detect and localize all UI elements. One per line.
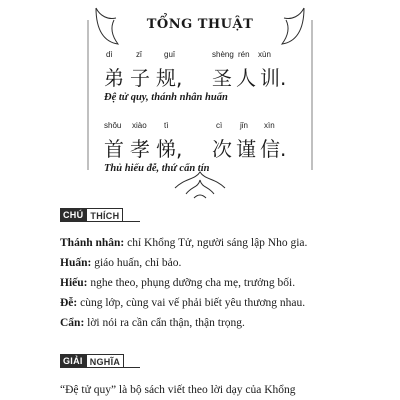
pinyin: shèng [212,50,234,59]
note-text: giáo huấn, chỉ bảo. [91,257,182,269]
pinyin: rén [238,50,250,59]
note-term: Hiếu: [60,277,88,289]
label-part-light: NGHĨA [86,354,125,368]
hanzi: 人 [236,66,256,90]
pinyin: xìn [264,121,275,130]
verse-line-1 [104,50,314,90]
hanzi: 子 [130,66,150,90]
hanzi: 谨 [236,137,256,161]
note-term: Cẩn: [60,317,85,329]
section-title: TỔNG THUẬT [146,17,254,32]
chu-thich-label [60,208,123,222]
pinyin: zǐ [136,50,142,59]
pinyin: shǒu [104,121,122,130]
hanzi: 规, [156,66,183,90]
hanzi: 孝 [130,137,150,161]
note-term: Huấn: [60,257,92,269]
notes-list [60,233,390,333]
note-item [60,233,390,253]
giai-nghia-label [60,354,124,368]
note-text: chỉ Khổng Tử, người sáng lập Nho gia. [124,237,308,249]
note-item [60,293,390,313]
hanzi-row [104,62,314,90]
pinyin-row [104,50,314,62]
hanzi: 悌, [156,137,183,161]
note-text: nghe theo, phụng dưỡng cha mẹ, trưởng bối. [87,277,296,289]
hanzi-row [104,133,314,161]
hanzi: 训. [260,66,287,90]
pinyin: guī [164,50,176,59]
note-item [60,253,390,273]
hanzi: 首 [104,137,124,161]
verse-line-2 [104,121,314,161]
body-paragraph: “Đệ tử quy” là bộ sách viết theo lời dạy của Khổng [60,384,296,396]
label-part-light: THÍCH [86,208,123,222]
pinyin: dì [106,50,113,59]
pinyin: xiào [132,121,147,130]
verse-translation-1: Đệ tử quy, thánh nhân huấn [104,92,228,103]
note-item [60,273,390,293]
label-part-dark: CHÚ [60,208,86,222]
pinyin: xùn [258,50,271,59]
label-underline [60,367,140,368]
verse-translation-2: Thủ hiếu đễ, thứ cẩn tín [104,163,210,174]
note-item [60,313,390,333]
pinyin: jǐn [240,121,249,130]
note-text: lời nói ra cần cẩn thận, thận trọng. [84,317,245,329]
pinyin: cì [216,121,223,130]
pinyin: tì [164,121,169,130]
note-term: Thánh nhân: [60,237,125,249]
hanzi: 次 [212,137,232,161]
note-text: cùng lớp, cùng vai vế phải biết yêu thương nhau. [77,297,306,309]
label-underline [60,221,140,222]
label-part-dark: GIẢI [60,354,86,368]
hanzi: 信. [260,137,287,161]
pinyin-row [104,121,314,133]
hanzi: 弟 [104,66,124,90]
hanzi: 圣 [212,66,232,90]
note-term: Đễ: [60,297,78,309]
